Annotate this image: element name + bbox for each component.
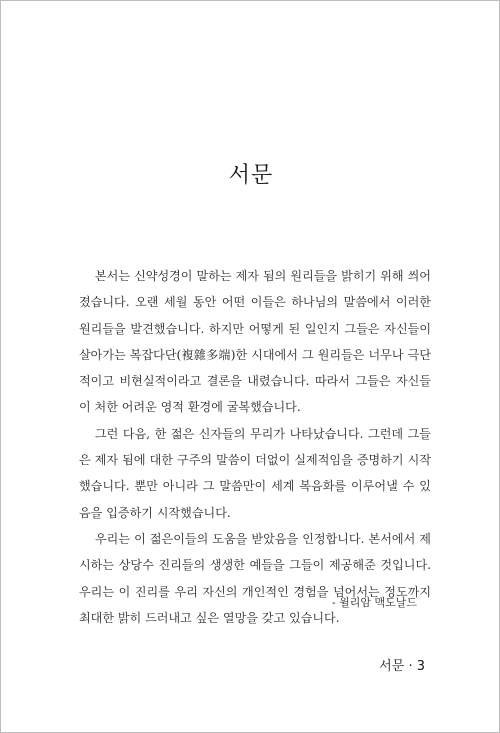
page-title: 서문 bbox=[228, 163, 274, 188]
footer-separator: · bbox=[408, 659, 413, 674]
paragraph-2: 그런 다음, 한 젊은 신자들의 무리가 나타났습니다. 그런데 그들은 제자 됨에 대한 구주의 말씀이 더없이 실제적임을 증명하기 시작했습니다. 뿐만 아니라 그 말씀만이 세계 복음화를 이루어낼 수 있음을 입증하기 시작했습니다. bbox=[79, 426, 431, 520]
preface-body bbox=[79, 263, 431, 631]
author-signature: - 윌리암 맥도날드 bbox=[331, 596, 417, 609]
paragraph-3: 우리는 이 젊은이들의 도움을 받았음을 인정합니다. 본서에서 제시하는 상당수 진리들의 생생한 예들을 그들이 제공해준 것입니다. 우리는 이 진리를 우리 자신의 개인적인 경험을 넘어서는 정도까지 최대한 밝히 드러내고 싶은 열망을 갖고 있습니다. bbox=[79, 531, 431, 625]
paragraph-1: 본서는 신약성경이 말하는 제자 됨의 원리들을 밝히기 위해 씌어졌습니다. 오랜 세월 동안 어떤 이들은 하나님의 말씀에서 이러한 원리들을 발견했습니다. 하지만 어떻게 된 일인지 그들은 자신들이 살아가는 복잡다단(複雜多端)한 시대에서 그 원리들은 너무나 극단적이고 비현실적이라고 결론을 내렸습니다. 따라서 그들은 자신들이 처한 어려운 영적 환경에 굴복했습니다. bbox=[79, 269, 431, 415]
footer-section-label: 서문 bbox=[379, 659, 405, 674]
page-number: 3 bbox=[416, 659, 425, 674]
page-footer bbox=[379, 655, 425, 674]
